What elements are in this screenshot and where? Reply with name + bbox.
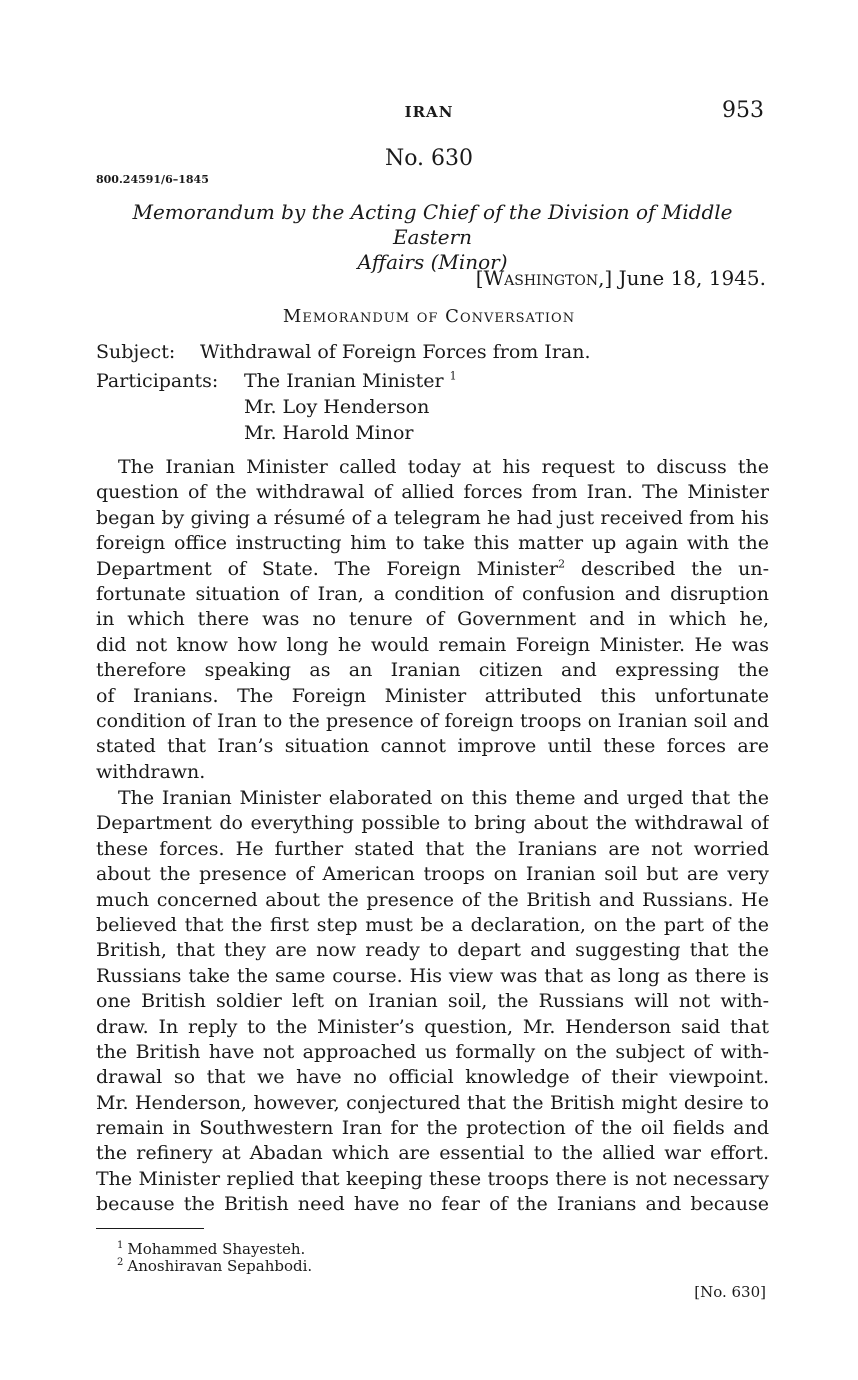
paragraph-line: therefore speaking as an Iranian citizen and expressing the <box>96 659 769 682</box>
file-number: 800.24591/6–1845 <box>96 173 209 186</box>
paragraph-line: draw. In reply to the Minister’s question, Mr. Henderson said that <box>96 1015 769 1038</box>
paragraph-line: began by giving a résumé of a telegram he had just received from his <box>96 506 769 529</box>
footnote-ref-2: 2 <box>558 557 566 571</box>
title-line-1: Memorandum by the Acting Chief of the Division of Middle Eastern <box>132 200 733 249</box>
end-reference: [No. 630] <box>694 1283 766 1301</box>
paragraph-line: Russians take the same course. His view was that as long as there is <box>96 964 769 987</box>
participant-1 <box>244 370 457 392</box>
footnote-ref-1: 1 <box>449 369 457 383</box>
paragraph-line: of Iranians. The Foreign Minister attributed this unfortunate <box>96 684 769 707</box>
paragraph-line: British, that they are now ready to depart and suggesting that the <box>96 939 769 962</box>
paragraph-line: question of the withdrawal of allied forces from Iran. The Minister <box>96 481 769 504</box>
paragraph-line: condition of Iran to the presence of foreign troops on Iranian soil and <box>96 709 769 732</box>
footnote-text: Anoshiravan Sepahbodi. <box>127 1257 313 1275</box>
paragraph-line: one British soldier left on Iranian soil, the Russians will not with- <box>96 990 769 1013</box>
paragraph-line: Department do everything possible to bring about the withdrawal of <box>96 812 769 835</box>
footnote-mark: 1 <box>117 1240 124 1251</box>
participant-1-name: The Iranian Minister <box>244 370 444 392</box>
paragraph-line: the British have not approached us formally on the subject of with- <box>96 1040 769 1063</box>
paragraph-line: did not know how long he would remain Foreign Minister. He was <box>96 633 769 656</box>
subject-label: Subject: <box>96 341 176 363</box>
participant-2: Mr. Loy Henderson <box>244 396 430 418</box>
paragraph-line: fortunate situation of Iran, a condition of confusion and disruption <box>96 582 769 605</box>
participant-3: Mr. Harold Minor <box>244 422 414 444</box>
footnote-2 <box>117 1257 312 1275</box>
footnote-divider <box>96 1228 204 1229</box>
paragraph-line: these forces. He further stated that the Iranians are not worried <box>96 837 769 860</box>
paragraph-line: The Iranian Minister called today at his request to discuss the <box>118 456 769 478</box>
paragraph-line: much concerned about the presence of the British and Russians. He <box>96 888 769 911</box>
paragraph-line: because the British need have no fear of the Iranians and because <box>96 1193 769 1216</box>
dateline <box>476 266 766 290</box>
paragraph-line: The Iranian Minister elaborated on this theme and urged that the <box>118 787 769 809</box>
dateline-date: June 18, 1945. <box>618 266 766 290</box>
subject-value: Withdrawal of Foreign Forces from Iran. <box>200 341 591 363</box>
line-segment: described the un- <box>580 557 769 580</box>
footnote-text: Mohammed Shayesteh. <box>127 1240 306 1258</box>
paragraph-line: The Minister replied that keeping these troops there is not necessary <box>96 1167 769 1190</box>
paragraph-line: the refinery at Abadan which are essential to the allied war effort. <box>96 1142 769 1165</box>
page-number: 953 <box>722 98 764 123</box>
paragraph-line: drawal so that we have no official knowledge of their viewpoint. <box>96 1066 769 1089</box>
paragraph-line <box>96 557 769 582</box>
paragraph-line: believed that the first step must be a declaration, on the part of the <box>96 913 769 936</box>
paragraph-2 <box>96 786 769 1218</box>
paragraph-line: in which there was no tenure of Government and in which he, <box>96 608 769 631</box>
line-segment: Department of State. The Foreign Minister <box>96 557 559 580</box>
paragraph-line: stated that Iran’s situation cannot improve until these forces are <box>96 735 769 758</box>
footnote-mark: 2 <box>117 1257 124 1268</box>
document-title <box>96 200 769 275</box>
paragraph-line: Mr. Henderson, however, conjectured that the British might desire to <box>96 1091 769 1114</box>
dateline-place: [Washington,] <box>475 266 613 290</box>
document-number: No. 630 <box>384 146 474 171</box>
footnote-1 <box>117 1240 305 1258</box>
running-head: IRAN <box>404 103 454 121</box>
paragraph-line: remain in Southwestern Iran for the protection of the oil fields and <box>96 1117 769 1140</box>
paragraph-line: about the presence of American troops on Iranian soil but are very <box>96 863 769 886</box>
paragraph-line: foreign office instructing him to take this matter up again with the <box>96 532 769 555</box>
participants-label: Participants: <box>96 370 219 392</box>
memorandum-heading: Memorandum of Conversation <box>282 306 576 327</box>
paragraph-1 <box>96 455 769 785</box>
title-line-2: Affairs (Minor) <box>357 250 508 274</box>
paragraph-line: withdrawn. <box>96 760 206 783</box>
